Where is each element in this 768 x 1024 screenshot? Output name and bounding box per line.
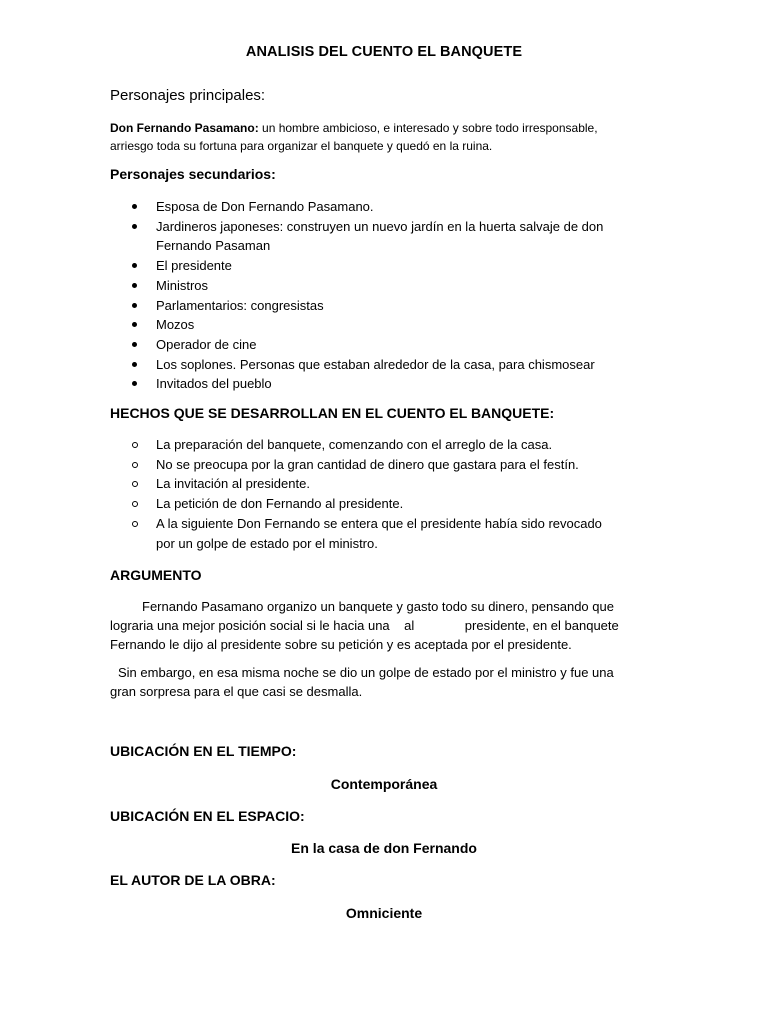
list-item: Invitados del pueblo — [110, 374, 603, 394]
list-item: Esposa de Don Fernando Pasamano. — [110, 197, 603, 217]
bullet-icon — [132, 381, 137, 386]
list-item: Jardineros japoneses: construyen un nuevo jardín en la huerta salvaje de don — [110, 217, 603, 237]
personaje-principal-line1 — [110, 119, 598, 137]
bullet-icon — [132, 283, 137, 288]
heading-personajes-principales: Personajes principales: — [110, 87, 266, 104]
list-item: El presidente — [110, 256, 603, 276]
bullet-icon — [132, 224, 137, 229]
ubicacion-tiempo-value: Contemporánea — [330, 776, 438, 792]
list-item: No se preocupa por la gran cantidad de dinero que gastara para el festín. — [110, 455, 602, 475]
circle-bullet-icon — [132, 501, 138, 507]
heading-ubicacion-tiempo: UBICACIÓN EN EL TIEMPO: — [110, 743, 297, 759]
list-item: Ministros — [110, 276, 603, 296]
bullet-icon — [132, 322, 137, 327]
circle-bullet-icon — [132, 462, 138, 468]
personajes-secundarios-list — [110, 197, 603, 394]
list-item: La invitación al presidente. — [110, 474, 602, 494]
circle-bullet-icon — [132, 521, 138, 527]
list-item: La petición de don Fernando al presidente. — [110, 494, 602, 514]
heading-personajes-secundarios: Personajes secundarios: — [110, 166, 276, 182]
circle-bullet-icon — [132, 442, 138, 448]
bullet-icon — [132, 362, 137, 367]
personaje-principal-line2: arriesgo toda su fortuna para organizar el banquete y quedó en la ruina. — [110, 139, 493, 153]
bullet-icon — [132, 263, 137, 268]
list-item: Operador de cine — [110, 335, 603, 355]
circle-bullet-icon — [132, 481, 138, 487]
heading-ubicacion-espacio: UBICACIÓN EN EL ESPACIO: — [110, 808, 305, 824]
list-item: Parlamentarios: congresistas — [110, 296, 603, 316]
document-title: ANALISIS DEL CUENTO EL BANQUETE — [245, 44, 523, 60]
list-item: A la siguiente Don Fernando se entera que el presidente había sido revocado — [110, 514, 602, 534]
bullet-icon — [132, 204, 137, 209]
personaje-principal-desc: un hombre ambicioso, e interesado y sobre todo irresponsable, — [258, 121, 598, 135]
bullet-icon — [132, 342, 137, 347]
autor-value: Omniciente — [345, 905, 423, 921]
personaje-principal-name: Don Fernando Pasamano: — [110, 121, 259, 135]
list-item-continuation: por un golpe de estado por el ministro. — [156, 535, 378, 551]
hechos-list — [110, 435, 602, 553]
ubicacion-espacio-value: En la casa de don Fernando — [291, 840, 477, 856]
bullet-icon — [132, 303, 137, 308]
argumento-paragraph-1: Fernando Pasamano organizo un banquete y gasto todo su dinero, pensando que lograria una mejor posición social si le hacia una al presidente, en el banquete Fernando le dijo al presidente sobre su petición y es aceptada por el presidente. — [110, 599, 619, 652]
argumento-paragraph-2: Sin embargo, en esa misma noche se dio un golpe de estado por el ministro y fue una gran sorpresa para el que casi se desmalla. — [110, 665, 614, 699]
list-item: La preparación del banquete, comenzando con el arreglo de la casa. — [110, 435, 602, 455]
list-item-continuation: Fernando Pasaman — [156, 238, 271, 254]
heading-argumento: ARGUMENTO — [110, 567, 202, 583]
list-item: Los soplones. Personas que estaban alrededor de la casa, para chismosear — [110, 355, 603, 375]
heading-hechos: HECHOS QUE SE DESARROLLAN EN EL CUENTO EL BANQUETE: — [110, 405, 555, 421]
heading-autor: EL AUTOR DE LA OBRA: — [110, 872, 276, 888]
list-item: Mozos — [110, 315, 603, 335]
